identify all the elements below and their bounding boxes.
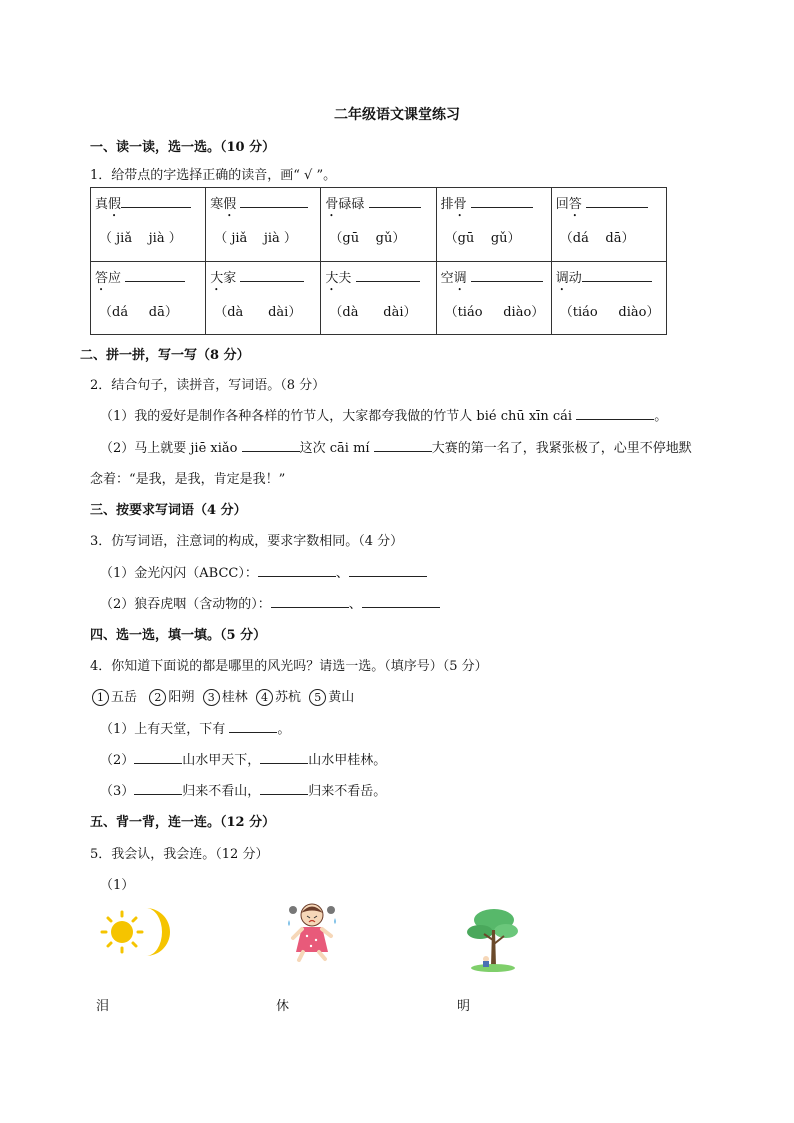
q2-prompt: 2．结合句子，读拼音，写词语。（8 分） [90, 378, 326, 393]
answer-blank[interactable] [134, 793, 182, 795]
q3-line-1: （1）金光闪闪（ABCC）： 、 [100, 562, 427, 581]
answer-blank[interactable] [362, 606, 440, 608]
page-title: 二年级语文课堂练习 [334, 107, 460, 123]
answer-blank[interactable] [271, 606, 349, 608]
q1-cell: 真假 （ jiǎ jià ） [91, 188, 206, 262]
q1-cell: 答应 （dá dā） [91, 261, 206, 335]
option: 1 五岳 [92, 690, 137, 705]
section-3-heading: 三、按要求写词语（4 分） [90, 503, 247, 518]
match-char-2[interactable]: 休 [276, 999, 290, 1014]
answer-blank[interactable] [369, 206, 421, 208]
answer-blank[interactable] [240, 280, 304, 282]
q3-prompt: 3．仿写词语，注意词的构成，要求字数相同。（4 分） [90, 534, 404, 549]
q2-line-3: 念着：“是我，是我，肯定是我！” [90, 472, 286, 487]
option: 2 阳朔 [149, 690, 194, 705]
option: 5 黄山 [309, 690, 354, 705]
q4-prompt: 4．你知道下面说的都是哪里的风光吗？请选一选。（填序号）（5 分） [90, 659, 488, 674]
answer-blank[interactable] [125, 280, 185, 282]
q1-cell: 大夫 （dà dài） [321, 261, 436, 335]
section-4-heading: 四、选一选，填一填。（5 分） [90, 628, 267, 643]
answer-blank[interactable] [229, 731, 277, 733]
answer-blank[interactable] [240, 206, 308, 208]
answer-blank[interactable] [471, 206, 533, 208]
answer-blank[interactable] [586, 206, 648, 208]
answer-blank[interactable] [349, 575, 427, 577]
answer-blank[interactable] [471, 280, 543, 282]
answer-blank[interactable] [582, 280, 652, 282]
q4-line-2: （2） 山水甲天下， 山水甲桂林。 [100, 753, 387, 768]
crying-girl-picture[interactable] [283, 898, 343, 962]
section-1-heading: 一、读一读，选一选。（10 分） [90, 140, 276, 155]
section-5-heading: 五、背一背，连一连。（12 分） [90, 815, 276, 830]
match-char-3[interactable]: 明 [457, 999, 471, 1014]
answer-blank[interactable] [260, 762, 308, 764]
q2-line-2: （2）马上就要 jiē xiǎo 这次 cāi mí 大赛的第一名了，我紧张极了，心里不停地默 [100, 441, 692, 456]
q1-cell: 寒假 （ jiǎ jià ） [206, 188, 321, 262]
tree-rest-picture[interactable] [464, 906, 522, 974]
answer-blank[interactable] [242, 450, 300, 452]
q1-cell: 大家 （dà dài） [206, 261, 321, 335]
q5-sub: （1） [100, 878, 135, 893]
match-char-1[interactable]: 泪 [96, 999, 110, 1014]
option: 4 苏杭 [256, 690, 301, 705]
answer-blank[interactable] [576, 418, 654, 420]
q1-cell: 骨碌碌 （gū gǔ） [321, 188, 436, 262]
answer-blank[interactable] [356, 280, 420, 282]
q4-options [92, 686, 354, 706]
sun-icon [102, 912, 142, 952]
q1-cell: 调动 （tiáo diào） [551, 261, 666, 335]
answer-blank[interactable] [258, 575, 336, 577]
tree-icon [467, 909, 518, 972]
q1-cell: 排骨 （gū gǔ） [436, 188, 551, 262]
q1-prompt: 1．给带点的字选择正确的读音，画“ √ ”。 [90, 168, 337, 183]
answer-blank[interactable] [134, 762, 182, 764]
section-2-heading: 二、拼一拼，写一写（8 分） [80, 348, 250, 363]
crying-girl-icon [288, 904, 336, 960]
q1-cell: 回答 （dá dā） [551, 188, 666, 262]
q1-cell: 空调 （tiáo diào） [436, 261, 551, 335]
moon-icon [146, 908, 170, 956]
answer-blank[interactable] [121, 206, 191, 208]
q2-line-1: （1）我的爱好是制作各种各样的竹节人，大家都夸我做的竹节人 bié chū xīn cái 。 [100, 409, 668, 424]
q4-line-1: （1）上有天堂，下有 。 [100, 722, 291, 737]
sun-moon-picture[interactable] [100, 902, 172, 958]
q4-line-3: （3） 归来不看山， 归来不看岳。 [100, 784, 387, 799]
q3-line-2: （2）狼吞虎咽（含动物的）： 、 [100, 593, 440, 612]
answer-blank[interactable] [374, 450, 432, 452]
pronunciation-table [90, 187, 667, 335]
answer-blank[interactable] [260, 793, 308, 795]
option: 3 桂林 [203, 690, 248, 705]
q5-prompt: 5．我会认，我会连。（12 分） [90, 847, 269, 862]
